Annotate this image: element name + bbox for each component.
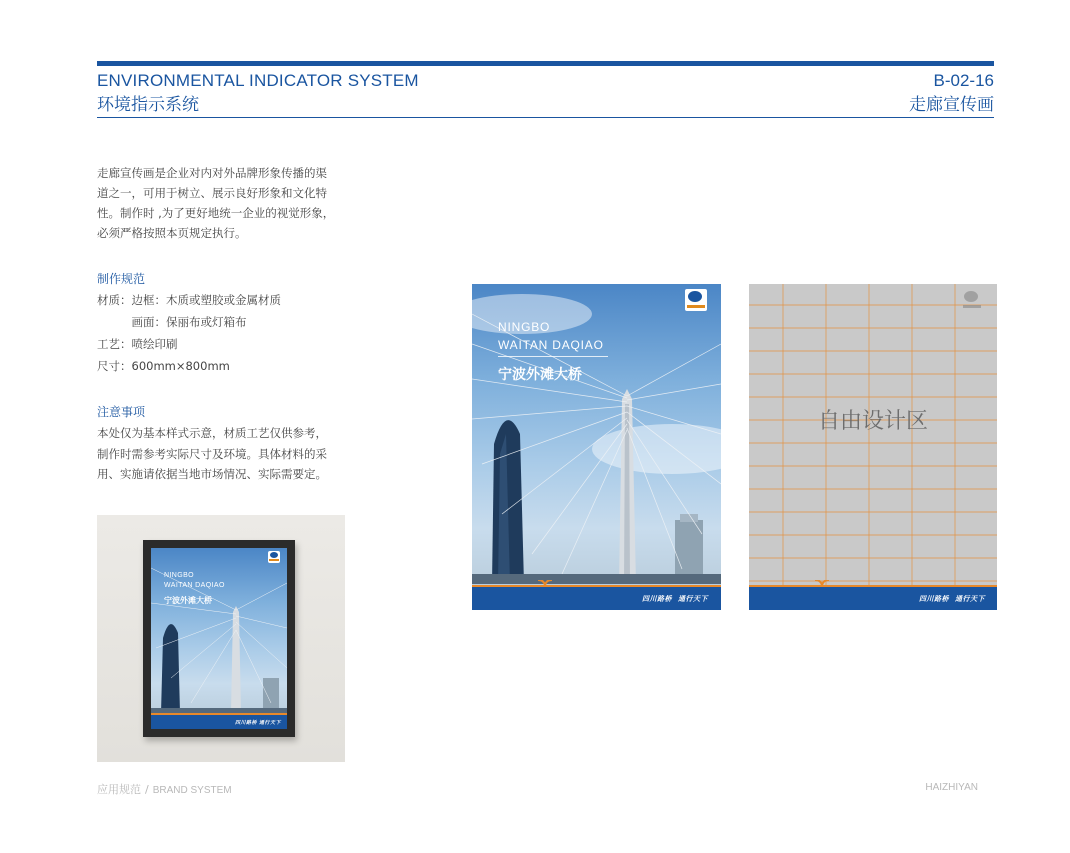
mockup-poster bbox=[151, 548, 287, 729]
poster-title-en-line1: NINGBO bbox=[498, 320, 551, 334]
page-subtitle: 走廊宣传画 bbox=[909, 95, 994, 115]
company-logo-icon bbox=[268, 551, 280, 563]
spec-line-material: 材质：边框：木质或塑胶或金属材质 bbox=[97, 293, 281, 307]
poster-title-en-line2: WAITAN DAQIAO bbox=[498, 338, 604, 352]
footer-brand: HAIZHIYAN bbox=[925, 782, 978, 793]
footer-left bbox=[97, 781, 232, 797]
footer-section-cn: 应用规范 bbox=[97, 783, 141, 796]
poster-design bbox=[472, 284, 721, 610]
header-top-bar bbox=[97, 61, 994, 66]
free-design-template bbox=[749, 284, 997, 610]
poster-slogan-1: 四川路桥 bbox=[642, 595, 672, 603]
footer-separator: / bbox=[145, 783, 149, 796]
page-title-en: ENVIRONMENTAL INDICATOR SYSTEM bbox=[97, 71, 419, 90]
footer-section-en: BRAND SYSTEM bbox=[152, 785, 232, 796]
mockup-frame bbox=[143, 540, 295, 737]
mockup-title-cn: 宁波外滩大桥 bbox=[164, 596, 212, 605]
header-divider bbox=[97, 117, 994, 118]
mockup-title-en-line2: WAITAN DAQIAO bbox=[164, 582, 225, 589]
poster-title-divider bbox=[498, 356, 608, 357]
company-logo-icon bbox=[961, 289, 983, 311]
template-slogan-1: 四川路桥 bbox=[919, 595, 949, 603]
template-slogan-2: 通行天下 bbox=[955, 595, 985, 603]
intro-paragraph: 走廊宣传画是企业对内对外品牌形象传播的渠道之一，可用于树立、展示良好形象和文化特性。制作时 ,为了更好地统一企业的视觉形象，必须严格按照本页规定执行。 bbox=[97, 166, 335, 240]
notes-paragraph: 本处仅为基本样式示意，材质工艺仅供参考，制作时需参考实际尺寸及环境。具体材料的采用、实施请依据当地市场情况、实际需要定。 bbox=[97, 426, 327, 481]
framed-poster-mockup bbox=[97, 515, 345, 762]
spec-line-surface: 画面：保丽布或灯箱布 bbox=[97, 315, 247, 329]
page-title-cn: 环境指示系统 bbox=[97, 95, 199, 115]
free-design-area-label: 自由设计区 bbox=[817, 409, 928, 434]
page-code: B-02-16 bbox=[933, 71, 994, 90]
mockup-title-en-line1: NINGBO bbox=[164, 572, 195, 579]
specs-heading: 制作规范 bbox=[97, 272, 146, 286]
notes-heading: 注意事项 bbox=[97, 405, 146, 419]
spec-line-process: 工艺：喷绘印刷 bbox=[97, 337, 178, 351]
design-grid bbox=[749, 284, 997, 587]
company-logo-icon bbox=[685, 289, 707, 311]
poster-slogan-2: 通行天下 bbox=[678, 595, 708, 603]
mockup-slogan-1: 四川路桥 bbox=[235, 720, 258, 726]
mockup-slogan-2: 通行天下 bbox=[259, 720, 282, 726]
poster-title-cn: 宁波外滩大桥 bbox=[498, 367, 582, 383]
spec-line-size: 尺寸：600mm×800mm bbox=[97, 359, 230, 373]
